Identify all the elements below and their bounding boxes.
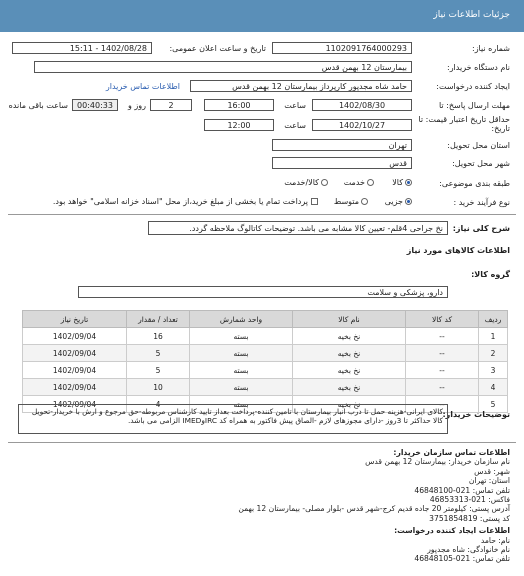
province-label: استان محل تحویل:	[447, 141, 510, 150]
announce-label: تاریخ و ساعت اعلان عمومی:	[169, 44, 266, 53]
buyer-contact-link[interactable]: اطلاعات تماس خریدار	[105, 82, 180, 91]
cell-unit: بسته	[190, 379, 293, 396]
page-title: جزئیات اطلاعات نیاز	[433, 10, 510, 20]
cell-qty: 5	[127, 345, 190, 362]
radio-icon	[321, 179, 328, 186]
cell-qty: 16	[127, 328, 190, 345]
cell-row: 4	[479, 379, 508, 396]
city-field[interactable]: قدس	[272, 157, 412, 169]
table-row	[23, 345, 508, 362]
buyer-notes-label: توضیحات خریدار:	[442, 410, 510, 419]
table-row	[23, 362, 508, 379]
cell-date: 1402/09/04	[23, 328, 127, 345]
cell-date: 1402/09/04	[23, 379, 127, 396]
cell-name: نخ بخیه	[293, 362, 406, 379]
contact-line: آدرس پستی: کیلومتر 20 جاده قدیم کرج-شهر قدس -بلوار مصلی- بیمارستان 12 بهمن	[238, 504, 510, 514]
category-option-goods[interactable]: کالا	[392, 178, 412, 187]
process-option-medium[interactable]: متوسط	[334, 197, 368, 206]
contact-line: فاکس: 021-46853313	[429, 495, 510, 505]
validity-time-label: ساعت	[284, 121, 306, 130]
radio-icon	[367, 179, 374, 186]
deadline-label: مهلت ارسال پاسخ: تا	[438, 101, 510, 110]
col-row: ردیف	[479, 311, 508, 328]
buyer-contact-block	[238, 448, 510, 564]
cell-name: نخ بخیه	[293, 345, 406, 362]
deadline-time-label: ساعت	[284, 101, 306, 110]
cell-qty: 5	[127, 362, 190, 379]
cell-code: --	[406, 396, 479, 413]
creator-label: ایجاد کننده درخواست:	[436, 82, 510, 91]
summary-field: نخ جراحی 4قلم- تعیین کالا مشابه می باشد. توضیحات کاتالوگ ملاحظه گردد.	[148, 221, 448, 235]
cell-date: 1402/09/04	[23, 396, 127, 413]
col-date: تاریخ نیاز	[23, 311, 127, 328]
divider	[8, 442, 516, 443]
cell-name: نخ بخیه	[293, 379, 406, 396]
radio-icon	[361, 198, 368, 205]
validity-date-field[interactable]: 1402/10/27	[312, 119, 412, 131]
cell-name: نخ بخیه	[293, 396, 406, 413]
cell-qty: 10	[127, 379, 190, 396]
cell-row: 3	[479, 362, 508, 379]
cell-unit: بسته	[190, 345, 293, 362]
table-row	[23, 379, 508, 396]
province-field[interactable]: تهران	[272, 139, 412, 151]
validity-time-field[interactable]: 12:00	[204, 119, 274, 131]
days-field: 2	[150, 99, 192, 111]
category-option-both[interactable]: کالا/خدمت	[284, 178, 328, 187]
treasury-checkbox[interactable]: پرداخت تمام یا بخشی از مبلغ خرید،از محل "اسناد خزانه اسلامی" خواهد بود.	[53, 197, 318, 206]
cell-qty: 4	[127, 396, 190, 413]
items-section-title: اطلاعات کالاهای مورد نیاز	[406, 246, 510, 255]
divider	[8, 214, 516, 215]
need-number-field[interactable]: 1102091764000293	[272, 42, 412, 54]
cell-name: نخ بخیه	[293, 328, 406, 345]
creator-contact-title: اطلاعات ایجاد کننده درخواست:	[394, 526, 510, 536]
remaining-time-label: ساعت باقی مانده	[8, 101, 68, 110]
city-label: شهر محل تحویل:	[452, 159, 510, 168]
cell-date: 1402/09/04	[23, 345, 127, 362]
deadline-date-field[interactable]: 1402/08/30	[312, 99, 412, 111]
radio-icon	[405, 179, 412, 186]
process-option-minor[interactable]: جزیی	[385, 197, 412, 206]
table-header-row	[23, 311, 508, 328]
buyer-notes-field: کالای ایرانی-هزینه حمل تا درب انبار بیمارستان با تامین کننده-پرداخت بعداز تایید کارشناس مربوطه-حق مرجوع و ارش با خریدار-تحویل کالا حداکثر تا 3روز -دارای مجوزهای لازم -الصاق پیش فاکتور به همراه کد IRCوIMED الزامی می باشد.	[18, 404, 448, 434]
cell-code: --	[406, 379, 479, 396]
deadline-time-field[interactable]: 16:00	[204, 99, 274, 111]
days-label: روز و	[128, 101, 146, 110]
process-label: نوع فرآیند خرید :	[453, 198, 510, 207]
buyer-label: نام دستگاه خریدار:	[447, 63, 510, 72]
col-qty: تعداد / مقدار	[127, 311, 190, 328]
items-table	[22, 310, 508, 413]
contact-line: نام سازمان خریدار: بیمارستان 12 بهمن قدس	[365, 457, 510, 467]
cell-unit: بسته	[190, 328, 293, 345]
contact-line: استان: تهران	[468, 476, 510, 486]
cell-row: 2	[479, 345, 508, 362]
goods-group-field[interactable]: دارو، پزشکی و سلامت	[78, 286, 448, 298]
contact-line: شهر: قدس	[474, 466, 510, 476]
col-code: کد کالا	[406, 311, 479, 328]
announce-field[interactable]: 1402/08/28 - 15:11	[12, 42, 152, 54]
contact-line: نام: حامد	[480, 535, 510, 545]
goods-group-label: گروه کالا:	[471, 270, 510, 279]
summary-label: شرح کلی نیاز:	[452, 224, 510, 233]
buyer-field[interactable]: بیمارستان 12 بهمن قدس	[34, 61, 412, 73]
col-unit: واحد شمارش	[190, 311, 293, 328]
table-row	[23, 328, 508, 345]
validity-label: حداقل تاریخ اعتبار قیمت: تا تاریخ:	[418, 115, 510, 133]
cell-row: 5	[479, 396, 508, 413]
cell-date: 1402/09/04	[23, 362, 127, 379]
radio-icon	[405, 198, 412, 205]
category-option-service[interactable]: خدمت	[344, 178, 374, 187]
cell-unit: بسته	[190, 396, 293, 413]
cell-row: 1	[479, 328, 508, 345]
category-label: طبقه بندی موضوعی:	[439, 179, 510, 188]
need-number-label: شماره نیاز:	[472, 44, 510, 53]
cell-code: --	[406, 328, 479, 345]
cell-code: --	[406, 362, 479, 379]
buyer-contact-title: اطلاعات تماس سازمان خریدار:	[393, 448, 510, 457]
page-header	[0, 0, 524, 32]
col-name: نام کالا	[293, 311, 406, 328]
cell-unit: بسته	[190, 362, 293, 379]
creator-field[interactable]: حامد شاه مجدپور کارپرداز بیمارستان 12 بهمن قدس	[190, 80, 412, 92]
remaining-time-field: 00:40:33	[72, 99, 118, 111]
contact-line: کد پستی: 3751854819	[429, 513, 510, 523]
cell-code: --	[406, 345, 479, 362]
checkbox-icon	[311, 198, 318, 205]
contact-line: تلفن تماس: 021-46848105	[414, 554, 510, 564]
contact-line: تلفن تماس: 021-46848100	[414, 485, 510, 495]
contact-line: نام خانوادگی: شاه مجدپور	[427, 545, 510, 555]
